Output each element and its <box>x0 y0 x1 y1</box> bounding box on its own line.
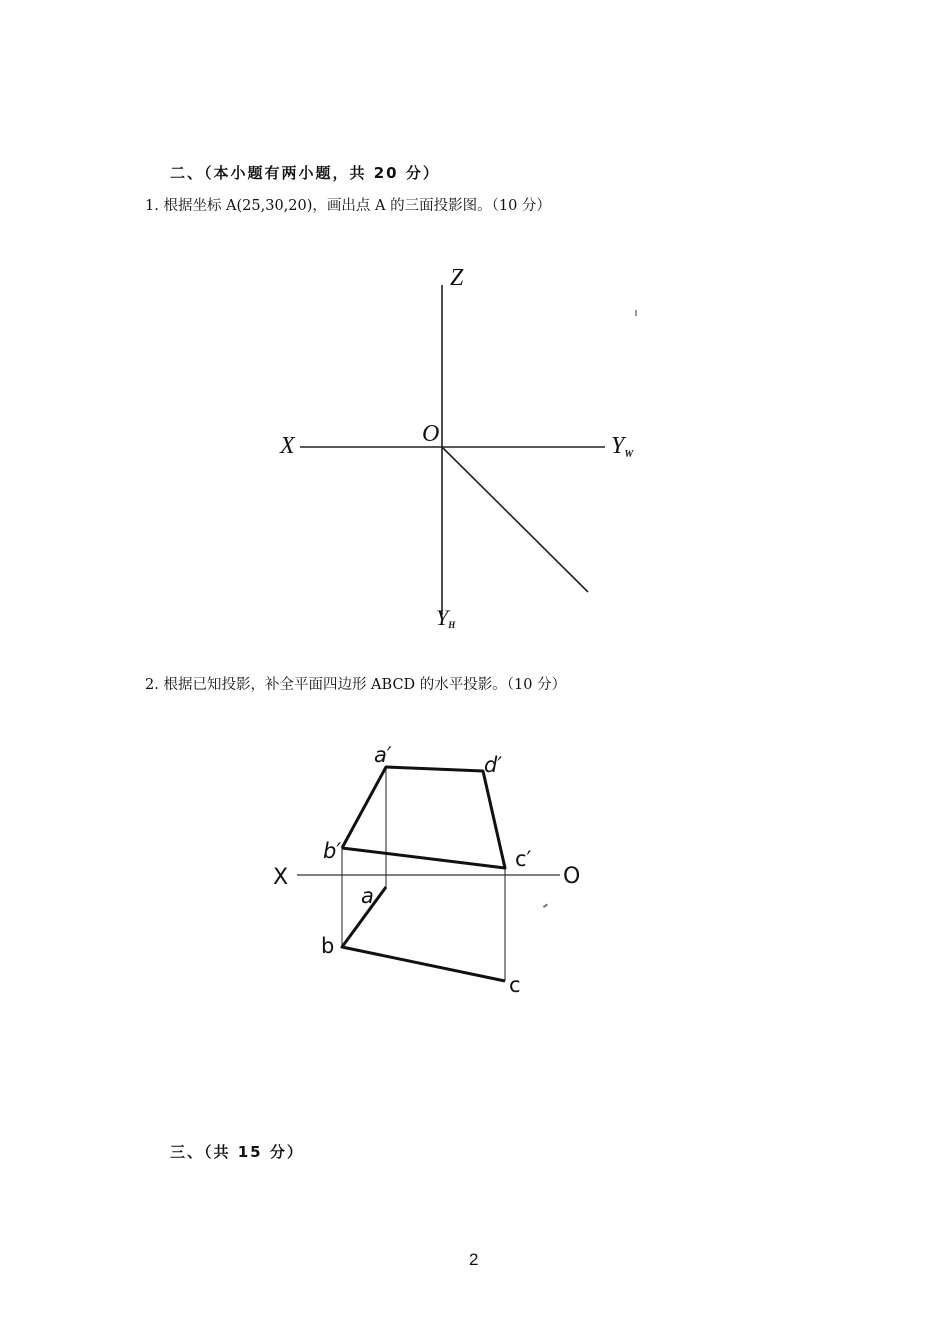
point-d-prime-label: d′ <box>484 753 503 777</box>
front-projection-outline <box>342 767 505 868</box>
x-axis-label: X <box>273 865 289 890</box>
origin-label: O <box>563 864 581 889</box>
origin-label: O <box>422 421 440 447</box>
page-number: 2 <box>469 1250 479 1269</box>
section-3-heading: 三、（共 15 分） <box>170 1143 304 1161</box>
point-c-prime-label: c′ <box>515 847 532 871</box>
question-1-text: 1. 根据坐标 A(25,30,20)，画出点 A 的三面投影图。（10 分） <box>145 198 551 214</box>
point-c-label: c <box>509 973 521 997</box>
projection-axes-figure <box>270 255 650 640</box>
z-axis-label: Z <box>450 265 464 291</box>
point-a-prime-label: a′ <box>374 743 392 767</box>
point-b-label: b <box>321 934 335 958</box>
yh-axis-label: YH <box>436 605 456 630</box>
point-b-prime-label: b′ <box>323 839 342 863</box>
question-2-text: 2. 根据已知投影，补全平面四边形 ABCD 的水平投影。（10 分） <box>145 677 567 693</box>
x-axis-label: X <box>280 433 295 459</box>
scan-speck <box>635 310 637 316</box>
point-a-label: a <box>361 884 374 908</box>
diagonal-45-line <box>442 447 588 592</box>
scan-speck <box>543 903 548 908</box>
yw-axis-label: YW <box>611 433 634 460</box>
quadrilateral-projection-figure <box>265 735 605 1005</box>
section-2-heading: 二、（本小题有两小题，共 20 分） <box>170 164 440 182</box>
